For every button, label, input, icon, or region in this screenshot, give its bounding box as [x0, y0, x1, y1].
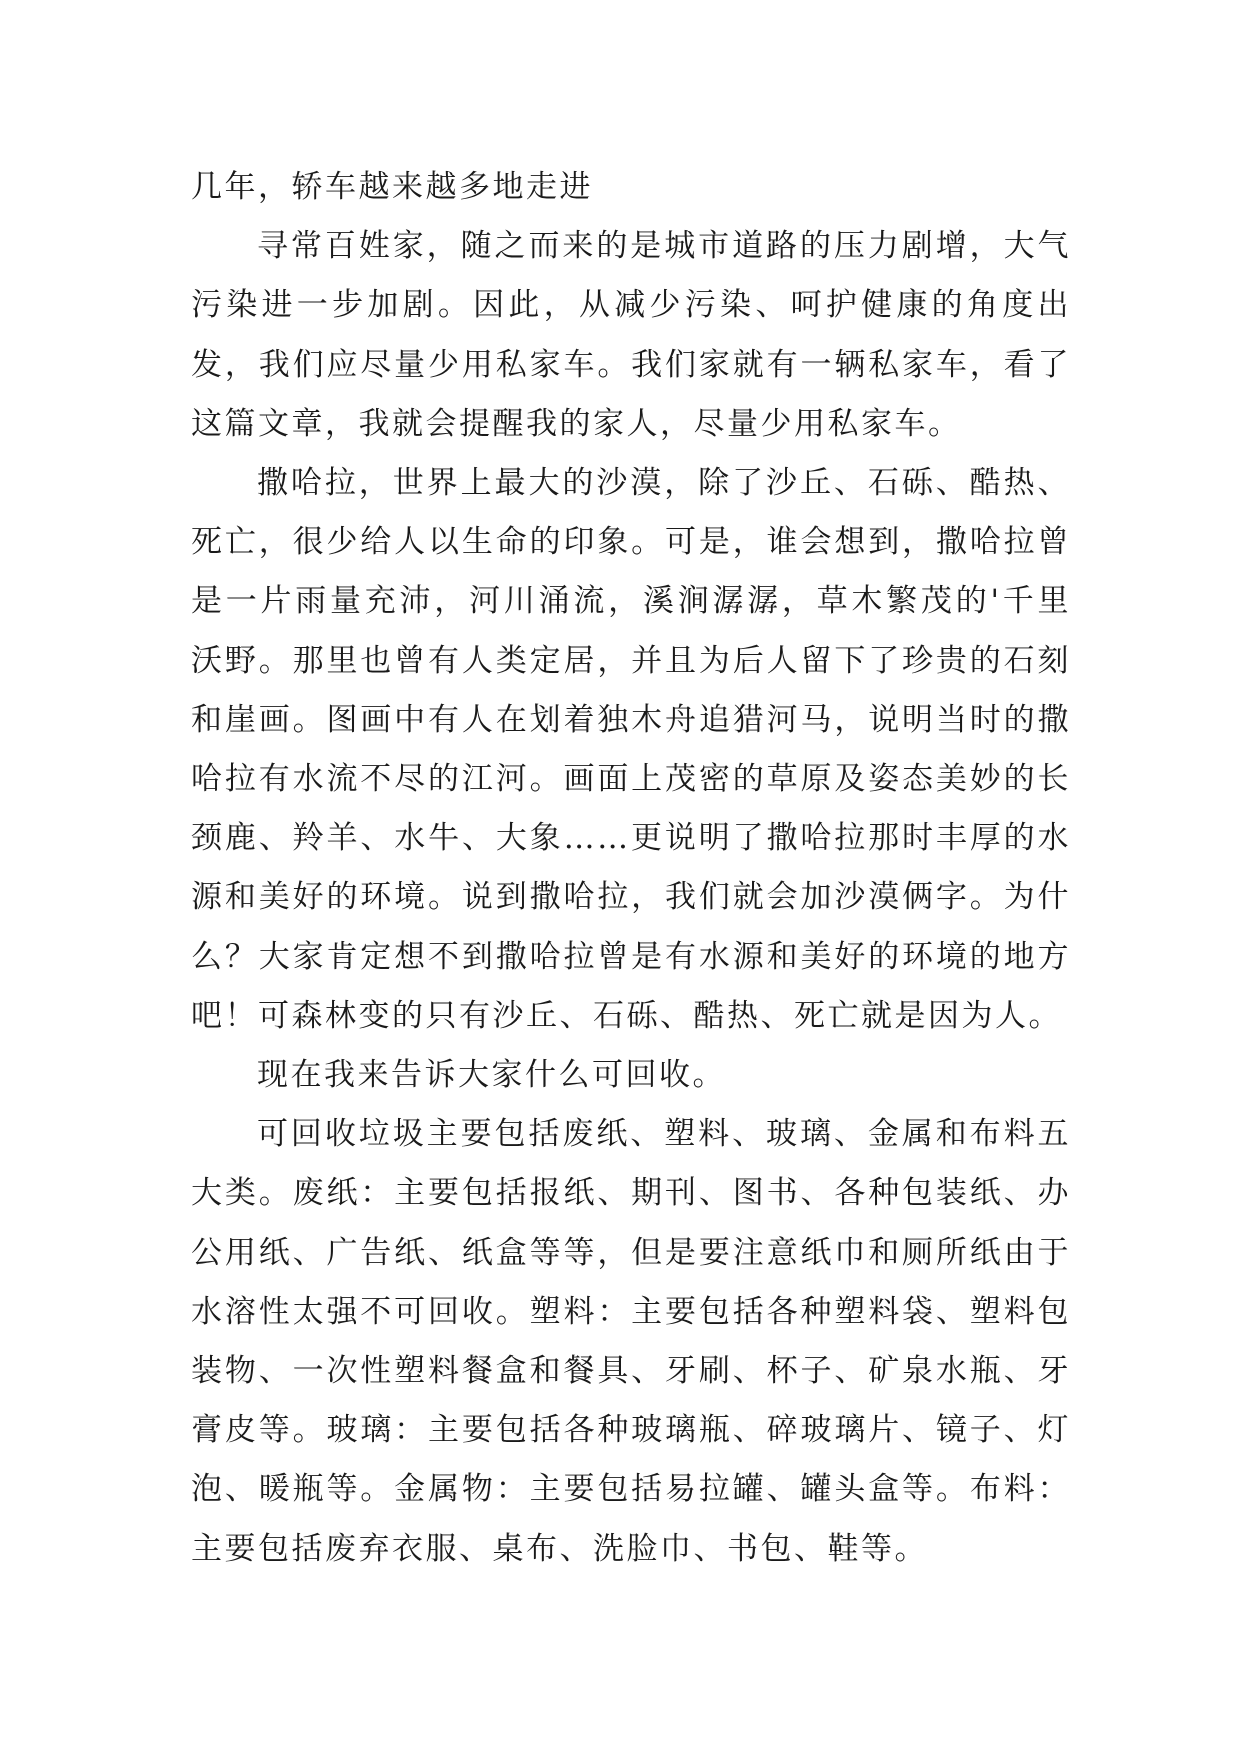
body-text: [191, 158, 1071, 1579]
paragraph-2: 寻常百姓家，随之而来的是城市道路的压力剧增，大气污染进一步加剧。因此，从减少污染、呵护健康的角度出发，我们应尽量少用私家车。我们家就有一辆私家车，看了这篇文章，我就会提醒我的家人，尽量少用私家车。: [191, 228, 1071, 442]
paragraph-1: 几年，轿车越来越多地走进: [191, 169, 593, 205]
paragraph-5: 可回收垃圾主要包括废纸、塑料、玻璃、金属和布料五大类。废纸：主要包括报纸、期刊、图书、各种包装纸、办公用纸、广告纸、纸盒等等，但是要注意纸巾和厕所纸由于水溶性太强不可回收。塑料：主要包括各种塑料袋、塑料包装物、一次性塑料餐盒和餐具、牙刷、杯子、矿泉水瓶、牙膏皮等。玻璃：主要包括各种玻璃瓶、碎玻璃片、镜子、灯泡、暖瓶等。金属物：主要包括易拉罐、罐头盒等。布料：主要包括废弃衣服、桌布、洗脸巾、书包、鞋等。: [191, 1116, 1071, 1567]
paragraph-3: 撒哈拉，世界上最大的沙漠，除了沙丘、石砾、酷热、死亡，很少给人以生命的印象。可是，谁会想到，撒哈拉曾是一片雨量充沛，河川涌流，溪涧潺潺，草木繁茂的'千里沃野。那里也曾有人类定居，并且为后人留下了珍贵的石刻和崖画。图画中有人在划着独木舟追猎河马，说明当时的撒哈拉有水流不尽的江河。画面上茂密的草原及姿态美妙的长颈鹿、羚羊、水牛、大象……更说明了撒哈拉那时丰厚的水源和美好的环境。说到撒哈拉，我们就会加沙漠俩字。为什么？大家肯定想不到撒哈拉曾是有水源和美好的环境的地方吧！可森林变的只有沙丘、石砾、酷热、死亡就是因为人。: [191, 465, 1071, 1034]
paragraph-4: 现在我来告诉大家什么可回收。: [257, 1057, 726, 1094]
